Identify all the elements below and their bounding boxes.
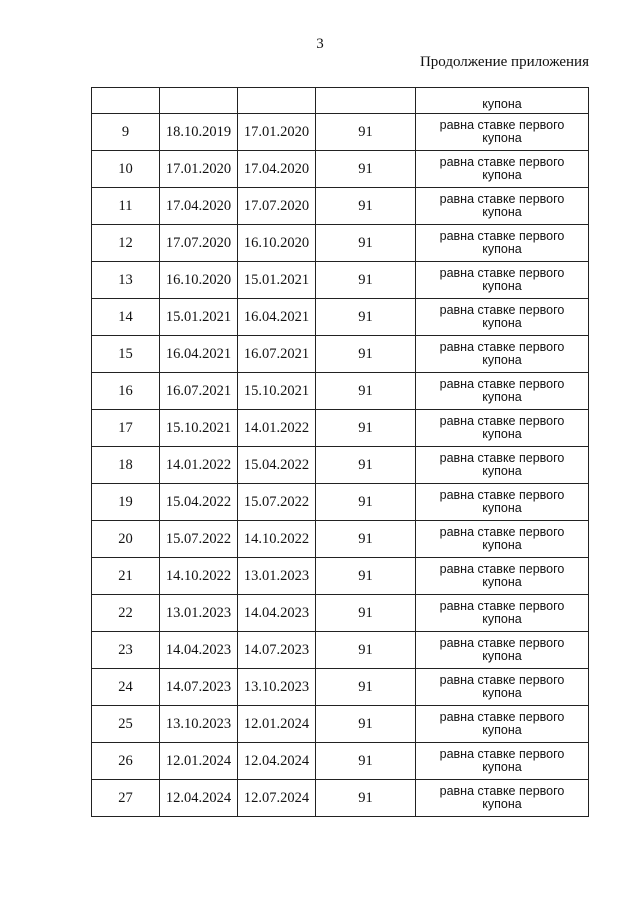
table-row	[92, 521, 589, 558]
coupon-rate-line-2: купона	[482, 501, 522, 515]
coupon-rate-cell	[416, 484, 589, 521]
table-row	[92, 262, 589, 299]
coupon-rate-line-2: купона	[482, 686, 522, 700]
coupon-start-date-cell: 17.01.2020	[160, 151, 238, 188]
coupon-period-days-cell: 91	[316, 262, 416, 299]
coupon-end-date-cell: 14.04.2023	[238, 595, 316, 632]
coupon-period-days-cell: 91	[316, 225, 416, 262]
coupon-rate-cell	[416, 262, 589, 299]
coupon-period-days-cell: 91	[316, 299, 416, 336]
coupon-number-cell: 14	[92, 299, 160, 336]
table-row	[92, 188, 589, 225]
coupon-rate-line-2: купона	[482, 723, 522, 737]
coupon-start-date-cell: 14.07.2023	[160, 669, 238, 706]
coupon-rate-line-2: купона	[482, 649, 522, 663]
coupon-rate-cell	[416, 521, 589, 558]
coupon-number-cell: 23	[92, 632, 160, 669]
table-row	[92, 299, 589, 336]
coupon-rate-cell	[416, 558, 589, 595]
coupon-start-date-cell: 15.01.2021	[160, 299, 238, 336]
table-row	[92, 669, 589, 706]
coupon-rate-cell	[416, 373, 589, 410]
coupon-start-date-cell: 13.01.2023	[160, 595, 238, 632]
coupon-end-date-cell: 16.07.2021	[238, 336, 316, 373]
coupon-schedule-table	[91, 87, 589, 817]
coupon-rate-line-2: купона	[482, 131, 522, 145]
coupon-period-days-cell: 91	[316, 706, 416, 743]
table-row	[92, 743, 589, 780]
coupon-start-date-cell: 17.04.2020	[160, 188, 238, 225]
coupon-start-date-cell: 12.04.2024	[160, 780, 238, 817]
header-cell-rate: купона	[416, 88, 589, 114]
coupon-end-date-cell: 14.10.2022	[238, 521, 316, 558]
coupon-rate-line-1: равна ставке первого	[439, 118, 565, 132]
coupon-start-date-cell: 12.01.2024	[160, 743, 238, 780]
coupon-number-cell: 11	[92, 188, 160, 225]
coupon-end-date-cell: 13.01.2023	[238, 558, 316, 595]
coupon-start-date-cell: 17.07.2020	[160, 225, 238, 262]
coupon-start-date-cell: 13.10.2023	[160, 706, 238, 743]
coupon-rate-line-1: равна ставке первого	[439, 562, 565, 576]
coupon-end-date-cell: 13.10.2023	[238, 669, 316, 706]
table-row	[92, 447, 589, 484]
table-row	[92, 558, 589, 595]
coupon-rate-line-1: равна ставке первого	[439, 340, 565, 354]
coupon-period-days-cell: 91	[316, 484, 416, 521]
coupon-rate-line-1: равна ставке первого	[439, 636, 565, 650]
coupon-rate-cell	[416, 225, 589, 262]
coupon-number-cell: 27	[92, 780, 160, 817]
coupon-rate-cell	[416, 336, 589, 373]
coupon-rate-line-1: равна ставке первого	[439, 747, 565, 761]
coupon-rate-line-1: равна ставке первого	[439, 303, 565, 317]
coupon-rate-line-2: купона	[482, 464, 522, 478]
coupon-rate-line-1: равна ставке первого	[439, 488, 565, 502]
coupon-start-date-cell: 14.01.2022	[160, 447, 238, 484]
coupon-start-date-cell: 16.10.2020	[160, 262, 238, 299]
coupon-rate-cell	[416, 447, 589, 484]
coupon-end-date-cell: 12.01.2024	[238, 706, 316, 743]
continuation-label: Продолжение приложения	[419, 54, 589, 70]
coupon-rate-line-2: купона	[482, 575, 522, 589]
coupon-end-date-cell: 14.01.2022	[238, 410, 316, 447]
coupon-period-days-cell: 91	[316, 521, 416, 558]
coupon-rate-line-2: купона	[482, 316, 522, 330]
header-cell-end	[238, 88, 316, 114]
table-row	[92, 225, 589, 262]
coupon-number-cell: 22	[92, 595, 160, 632]
coupon-rate-line-2: купона	[482, 353, 522, 367]
coupon-end-date-cell: 16.10.2020	[238, 225, 316, 262]
coupon-start-date-cell: 15.04.2022	[160, 484, 238, 521]
coupon-rate-cell	[416, 114, 589, 151]
coupon-rate-cell	[416, 780, 589, 817]
coupon-end-date-cell: 15.07.2022	[238, 484, 316, 521]
coupon-end-date-cell: 12.07.2024	[238, 780, 316, 817]
coupon-table-body	[92, 88, 589, 817]
coupon-start-date-cell: 16.07.2021	[160, 373, 238, 410]
coupon-end-date-cell: 15.04.2022	[238, 447, 316, 484]
coupon-number-cell: 19	[92, 484, 160, 521]
coupon-end-date-cell: 15.10.2021	[238, 373, 316, 410]
coupon-rate-cell	[416, 632, 589, 669]
coupon-number-cell: 26	[92, 743, 160, 780]
coupon-rate-line-2: купона	[482, 538, 522, 552]
coupon-number-cell: 12	[92, 225, 160, 262]
coupon-rate-cell	[416, 743, 589, 780]
coupon-rate-cell	[416, 669, 589, 706]
header-cell-start	[160, 88, 238, 114]
coupon-period-days-cell: 91	[316, 780, 416, 817]
coupon-period-days-cell: 91	[316, 114, 416, 151]
coupon-rate-line-1: равна ставке первого	[439, 266, 565, 280]
coupon-rate-line-1: равна ставке первого	[439, 673, 565, 687]
coupon-rate-line-1: равна ставке первого	[439, 155, 565, 169]
coupon-start-date-cell: 15.10.2021	[160, 410, 238, 447]
coupon-rate-line-2: купона	[482, 242, 522, 256]
coupon-period-days-cell: 91	[316, 743, 416, 780]
table-row	[92, 595, 589, 632]
continued-header-row	[92, 88, 589, 114]
coupon-rate-line-2: купона	[482, 760, 522, 774]
coupon-period-days-cell: 91	[316, 151, 416, 188]
coupon-period-days-cell: 91	[316, 669, 416, 706]
table-row	[92, 373, 589, 410]
coupon-number-cell: 18	[92, 447, 160, 484]
table-row	[92, 114, 589, 151]
coupon-number-cell: 15	[92, 336, 160, 373]
coupon-rate-line-1: равна ставке первого	[439, 192, 565, 206]
coupon-end-date-cell: 17.04.2020	[238, 151, 316, 188]
coupon-end-date-cell: 15.01.2021	[238, 262, 316, 299]
coupon-start-date-cell: 16.04.2021	[160, 336, 238, 373]
coupon-number-cell: 17	[92, 410, 160, 447]
coupon-number-cell: 20	[92, 521, 160, 558]
coupon-end-date-cell: 17.01.2020	[238, 114, 316, 151]
coupon-start-date-cell: 18.10.2019	[160, 114, 238, 151]
coupon-number-cell: 25	[92, 706, 160, 743]
coupon-rate-line-2: купона	[482, 427, 522, 441]
coupon-period-days-cell: 91	[316, 336, 416, 373]
coupon-period-days-cell: 91	[316, 558, 416, 595]
coupon-rate-line-2: купона	[482, 390, 522, 404]
coupon-rate-line-1: равна ставке первого	[439, 451, 565, 465]
coupon-end-date-cell: 16.04.2021	[238, 299, 316, 336]
coupon-period-days-cell: 91	[316, 373, 416, 410]
coupon-rate-line-2: купона	[482, 168, 522, 182]
header-cell-number	[92, 88, 160, 114]
coupon-period-days-cell: 91	[316, 447, 416, 484]
table-row	[92, 706, 589, 743]
coupon-rate-line-2: купона	[482, 205, 522, 219]
coupon-rate-line-1: равна ставке первого	[439, 784, 565, 798]
coupon-rate-cell	[416, 706, 589, 743]
coupon-start-date-cell: 14.10.2022	[160, 558, 238, 595]
coupon-rate-cell	[416, 595, 589, 632]
coupon-number-cell: 21	[92, 558, 160, 595]
coupon-rate-cell	[416, 299, 589, 336]
coupon-rate-line-1: равна ставке первого	[439, 599, 565, 613]
coupon-end-date-cell: 17.07.2020	[238, 188, 316, 225]
coupon-number-cell: 13	[92, 262, 160, 299]
coupon-number-cell: 16	[92, 373, 160, 410]
coupon-rate-line-1: равна ставке первого	[439, 525, 565, 539]
header-cell-days	[316, 88, 416, 114]
coupon-end-date-cell: 12.04.2024	[238, 743, 316, 780]
table-row	[92, 336, 589, 373]
table-row	[92, 484, 589, 521]
coupon-rate-cell	[416, 410, 589, 447]
coupon-rate-cell	[416, 188, 589, 225]
coupon-rate-line-2: купона	[482, 797, 522, 811]
coupon-rate-line-1: равна ставке первого	[439, 377, 565, 391]
table-row	[92, 780, 589, 817]
coupon-rate-line-2: купона	[482, 612, 522, 626]
coupon-rate-line-1: равна ставке первого	[439, 710, 565, 724]
table-row	[92, 410, 589, 447]
table-row	[92, 151, 589, 188]
coupon-rate-cell	[416, 151, 589, 188]
coupon-rate-line-2: купона	[482, 279, 522, 293]
table-row	[92, 632, 589, 669]
page-number: 3	[316, 36, 324, 52]
coupon-period-days-cell: 91	[316, 410, 416, 447]
coupon-start-date-cell: 14.04.2023	[160, 632, 238, 669]
coupon-period-days-cell: 91	[316, 632, 416, 669]
coupon-number-cell: 10	[92, 151, 160, 188]
coupon-period-days-cell: 91	[316, 188, 416, 225]
coupon-rate-line-1: равна ставке первого	[439, 414, 565, 428]
coupon-rate-line-1: равна ставке первого	[439, 229, 565, 243]
coupon-start-date-cell: 15.07.2022	[160, 521, 238, 558]
coupon-period-days-cell: 91	[316, 595, 416, 632]
coupon-number-cell: 24	[92, 669, 160, 706]
coupon-number-cell: 9	[92, 114, 160, 151]
coupon-end-date-cell: 14.07.2023	[238, 632, 316, 669]
